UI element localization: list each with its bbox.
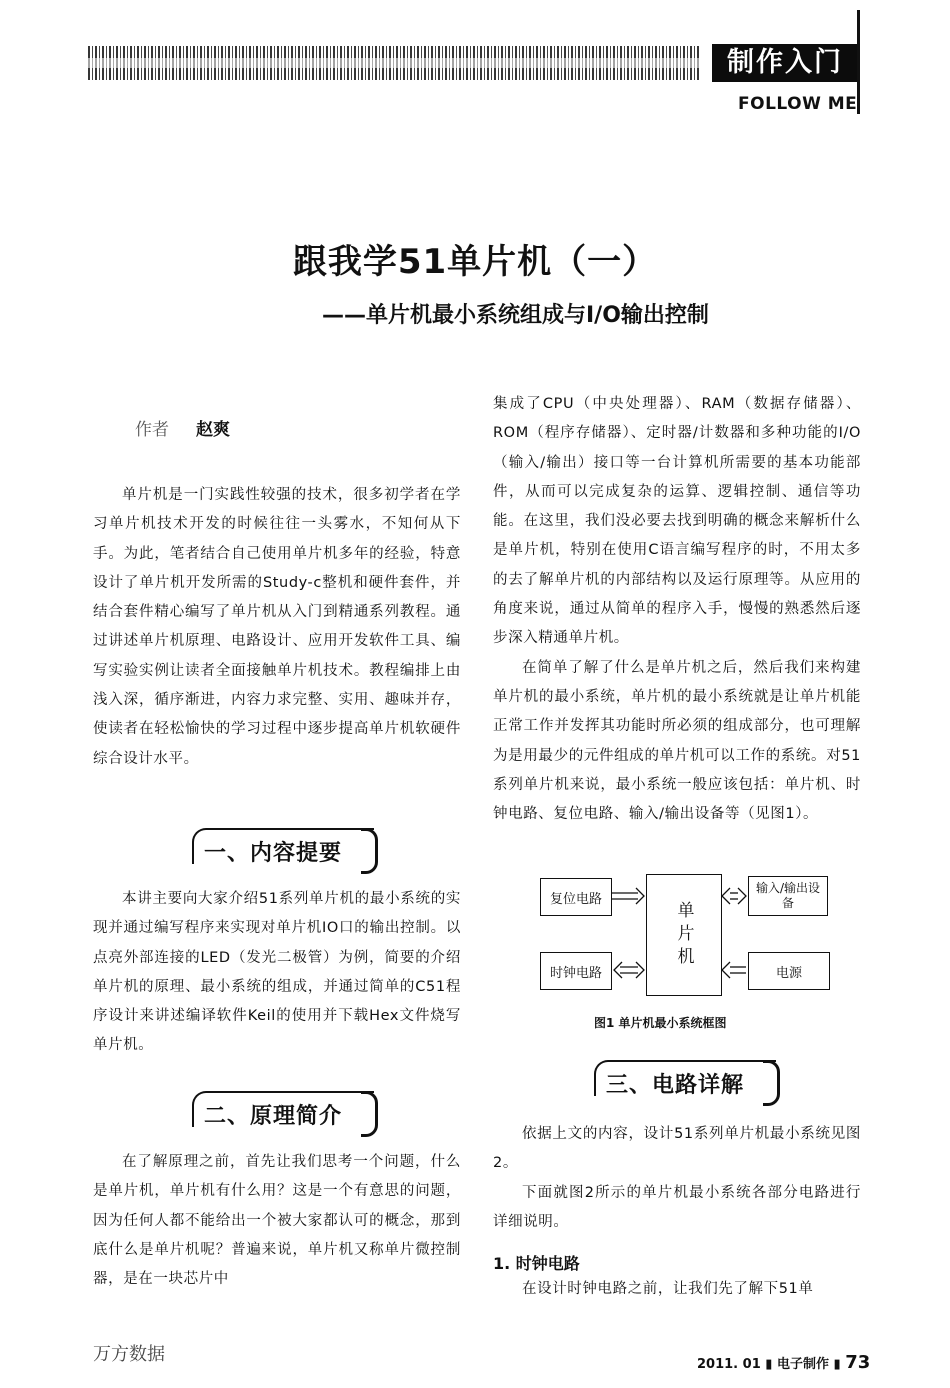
header-vertical-rule — [857, 10, 860, 114]
author-label: 作者 — [135, 420, 169, 440]
section2-body — [93, 1148, 461, 1294]
mcu-box: 单片机 — [646, 874, 722, 996]
reset-circuit-box: 复位电路 — [540, 878, 612, 916]
page-number: 73 — [845, 1352, 871, 1373]
heading-bracket — [763, 1060, 780, 1106]
right-para2: 在简单了解了什么是单片机之后，然后我们来构建单片机的最小系统，单片机的最小系统就是让单片机能正常工作并发挥其功能时所必须的组成部分，也可理解为是用最少的元件组成的单片机可以工作的系统。对51系列单片机来说，最小系统一般应该包括：单片机、时钟电路、复位电路、输入/输出设备等（见图1）。 — [493, 659, 861, 823]
heading-bracket — [361, 828, 378, 874]
subsection1-body — [493, 1275, 861, 1304]
figure1-block-diagram — [538, 872, 838, 1000]
watermark-text: 万方数据 — [93, 1344, 165, 1365]
header-band-gap — [88, 58, 700, 68]
section2-heading — [188, 1097, 378, 1137]
intro-paragraph — [93, 481, 461, 774]
section1-text: 本讲主要向大家介绍51系列单片机的最小系统的实现并通过编写程序来实现对单片机IO口的输出控制。以点亮外部连接的LED（发光二极管）为例，简要的介绍单片机的原理、最小系统的组成，并通过简单的C51程序设计来讲述编译软件Keil的使用并下载Hex文件烧写单片机。 — [93, 891, 461, 1054]
section1-title: 一、内容提要 — [204, 841, 343, 866]
section3-body — [493, 1120, 861, 1237]
section-tag: 制作入门 — [712, 44, 858, 82]
right-text-top — [493, 390, 861, 829]
magazine-name: 电子制作 — [776, 1357, 829, 1372]
subsection1-title: 1. 时钟电路 — [493, 1254, 580, 1273]
figure1-caption: 图1 单片机最小系统框图 — [594, 1016, 727, 1030]
section3-heading — [590, 1066, 780, 1106]
intro-text: 单片机是一门实践性较强的技术，很多初学者在学习单片机技术开发的时候往往一头雾水，不知何从下手。为此，笔者结合自己使用单片机多年的经验，特意设计了单片机开发所需的Study-c整机和硬件套件，并结合套件精心编写了单片机从入门到精通系列教程。通过讲述单片机原理、电路设计、应用开发软件工具、编写实验实例让读者全面接触单片机技术。教程编排上由浅入深，循序渐进，内容力求完整、实用、趣味并存，使读者在轻松愉快的学习过程中逐步提高单片机软硬件综合设计水平。 — [93, 487, 461, 767]
section2-title: 二、原理简介 — [204, 1104, 343, 1129]
section3-title: 三、电路详解 — [606, 1073, 745, 1098]
clock-circuit-box: 时钟电路 — [540, 952, 612, 990]
right-para3: 依据上文的内容，设计51系列单片机最小系统见图2。 — [493, 1126, 861, 1172]
power-box: 电源 — [748, 952, 830, 990]
section2-text: 在了解原理之前，首先让我们思考一个问题，什么是单片机，单片机有什么用？这是一个有意思的问题，因为任何人都不能给出一个被大家都认可的概念，那到底什么是单片机呢？普遍来说，单片机又称单片微控制器，是在一块芯片中 — [93, 1154, 461, 1288]
section1-body — [93, 885, 461, 1061]
right-para1: 集成了CPU（中央处理器）、RAM（数据存储器）、ROM（程序存储器）、定时器/计数器和多种功能的I/O（输入/输出）接口等一台计算机所需要的基本功能部件，从而可以完成复杂的运算、逻辑控制、通信等功能。在这里，我们没必要去找到明确的概念来解析什么是单片机，特别在使用C语言编写程序的时，不用太多的去了解单片机的内部结构以及运行原理等。从应用的角度来说，通过从简单的程序入手，慢慢的熟悉然后逐步深入精通单片机。 — [493, 396, 861, 647]
heading-bracket — [361, 1091, 378, 1137]
issue-number: 2011. 01 — [697, 1357, 761, 1372]
footer-separator: ▮ — [765, 1357, 777, 1372]
figure-arrows — [538, 872, 838, 1000]
article-title: 跟我学51单片机（一） — [292, 242, 658, 282]
io-device-box: 输入/输出设备 — [748, 876, 828, 916]
author-name: 赵爽 — [196, 420, 230, 440]
section1-heading — [188, 834, 378, 874]
page-footer — [697, 1352, 870, 1373]
right-para5: 在设计时钟电路之前，让我们先了解下51单 — [522, 1281, 814, 1297]
follow-me-label: FOLLOW ME — [738, 94, 858, 114]
article-subtitle: ——单片机最小系统组成与I/O输出控制 — [322, 303, 709, 328]
right-para4: 下面就图2所示的单片机最小系统各部分电路进行详细说明。 — [493, 1184, 861, 1230]
footer-separator: ▮ — [833, 1357, 846, 1372]
